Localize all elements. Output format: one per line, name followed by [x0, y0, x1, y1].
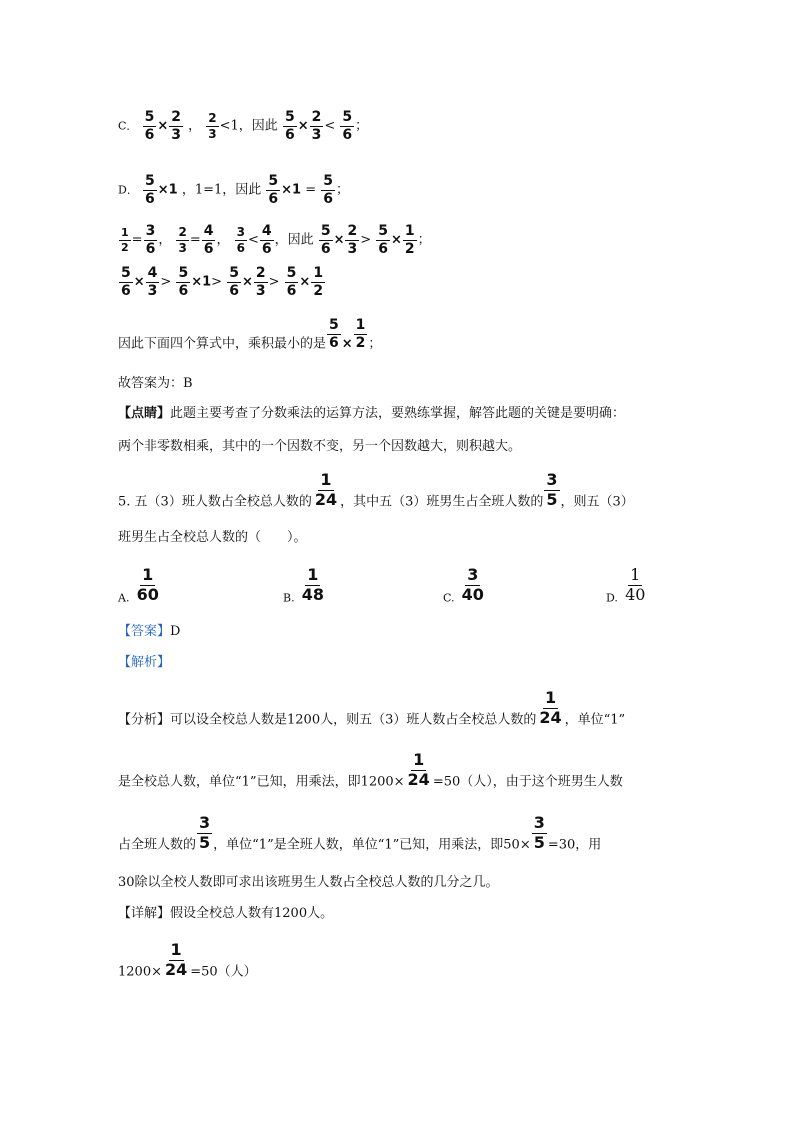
fraction: $\frac{2}{3}$ — [255, 265, 266, 299]
fraction: $\frac{5}{6}$ — [284, 109, 295, 143]
fraction: $\frac{1}{2}$ — [355, 317, 366, 351]
fraction: $\frac{2}{3}$ — [311, 109, 322, 143]
fraction: $\frac{5}{6}$ — [329, 317, 339, 351]
option-b[interactable]: B. $\frac{1}{48}$ — [283, 565, 324, 605]
fraction: $\frac{1}{2}$ — [121, 226, 129, 254]
analysis-line-3: 占全班人数的 $\frac{3}{5}$ ，单位“1”是全班人数，单位“1”已知，用乘法，即50× $\frac{3}{5}$ =30，用 — [118, 813, 602, 853]
fraction: $\frac{3}{5}$ — [546, 470, 558, 509]
fraction: $\frac{3}{6}$ — [236, 225, 245, 255]
fraction: $\frac{5}{6}$ — [286, 265, 297, 299]
fraction: $\frac{3}{6}$ — [145, 223, 156, 257]
detail-line-2: 1200× $\frac{1}{24}$ =50（人） — [118, 940, 257, 980]
fraction: $\frac{1}{2}$ — [313, 265, 324, 299]
fraction: $\frac{3}{5}$ — [533, 813, 545, 852]
fraction: $\frac{4}{3}$ — [147, 265, 158, 299]
fraction: $\frac{3}{40}$ — [461, 565, 484, 604]
fraction: $\frac{2}{3}$ — [347, 223, 358, 257]
fraction: $\frac{5}{6}$ — [268, 173, 279, 207]
tip-line-1: 【点睛】此题主要考查了分数乘法的运算方法，要熟练掌握，解答此题的关键是要明确： — [118, 406, 626, 421]
option-d-line: D． $\frac{5}{6}$ ×1 ，1=1，因此 $\frac{5}{6}$ ×1 = $\frac{5}{6}$ ； — [118, 173, 350, 207]
fraction: $\frac{5}{6}$ — [144, 173, 155, 207]
option-c-label: C． — [118, 119, 138, 133]
answer-is-line: 故答案为：B — [118, 376, 193, 391]
fraction: $\frac{5}{6}$ — [320, 223, 331, 257]
question-number: 5. — [118, 494, 131, 510]
option-c[interactable]: C. $\frac{3}{40}$ — [443, 565, 484, 605]
answer-line — [118, 625, 180, 638]
question-5-line-1: 5. 五（3）班人数占全校总人数的 $\frac{1}{24}$ ，其中五（3）班男生占全班人数的 $\frac{3}{5}$ ，则五（3） — [118, 470, 634, 510]
conclusion-line: 因此下面四个算式中，乘积最小的是 $\frac{5}{6}$ × $\frac{1}{2}$ ； — [118, 317, 382, 352]
analysis-line-1: 【分析】可以设全校总人数是1200人，则五（3）班人数占全校总人数的 $\frac{1}{24}$ ，单位“1” — [118, 688, 626, 728]
answer-tag: 【答案】 — [118, 624, 171, 639]
fraction: $\frac{1}{24}$ — [407, 750, 430, 789]
detail-tag: 【详解】 — [118, 906, 171, 921]
answer-value: D — [170, 624, 181, 639]
question-5-line-2: 班男生占全校总人数的（ ）。 — [118, 530, 307, 545]
analysis-sub-tag: 【分析】 — [118, 712, 171, 728]
fraction: $\frac{3}{5}$ — [199, 813, 211, 852]
fraction: $\frac{5}{6}$ — [342, 109, 353, 143]
fraction: $\frac{5}{6}$ — [378, 223, 389, 257]
tip-line-2: 两个非零数相乘，其中的一个因数不变，另一个因数越大，则积越大。 — [118, 439, 522, 454]
tip-tag: 【点睛】 — [118, 406, 171, 421]
analysis-line-2: 是全校总人数，单位“1”已知，用乘法，即1200× $\frac{1}{24}$ =50（人），由于这个班男生人数 — [118, 750, 623, 790]
comparison-line-2: $\frac{5}{6}$ × $\frac{4}{3}$ > $\frac{5}{6}$ ×1> $\frac{5}{6}$ × $\frac{2}{3}$ > $\frac{5}{6}$ × $\frac{1}{2}$ — [121, 265, 324, 299]
fraction: $\frac{1}{24}$ — [314, 470, 338, 509]
fraction: $\frac{1}{24}$ — [539, 688, 562, 727]
option-d-label: D． — [118, 183, 138, 197]
fraction: $\frac{5}{6}$ — [121, 265, 131, 299]
fraction: $\frac{1}{60}$ — [136, 565, 159, 604]
fraction: $\frac{1}{24}$ — [164, 940, 188, 979]
fraction: $\frac{5}{6}$ — [178, 265, 189, 299]
analysis-line-4: 30除以全校人数即可求出该班男生人数占全校总人数的几分之几。 — [118, 875, 499, 890]
comparison-line-1: $\frac{1}{2}$ = $\frac{3}{6}$ ， $\frac{2}{3}$ = $\frac{4}{6}$ ， $\frac{3}{6}$ < $\frac{4}{6}$ ，因此 $\frac{5}{6}$ × $\frac{2}{3}$ > $\frac{5}{6}$ × $\frac{1}{2}$ ； — [121, 223, 431, 257]
fraction: $\frac{2}{3}$ — [178, 225, 187, 255]
fraction: $\frac{4}{6}$ — [203, 223, 214, 257]
option-c-line: C． $\frac{5}{6}$ × $\frac{2}{3}$ ， $\frac{2}{3}$ <1，因此 $\frac{5}{6}$ × $\frac{2}{3}$ < $\frac{5}{6}$ ； — [118, 109, 369, 143]
fraction: $\frac{1}{2}$ — [404, 223, 415, 257]
fraction: $\frac{1}{40}$ — [625, 565, 646, 604]
detail-line-1: 【详解】假设全校总人数有1200人。 — [118, 906, 334, 921]
option-d[interactable]: D. $\frac{1}{40}$ — [606, 565, 646, 605]
fraction: $\frac{4}{6}$ — [261, 223, 272, 257]
fraction: $\frac{5}{6}$ — [229, 265, 239, 299]
fraction: $\frac{2}{3}$ — [208, 111, 217, 141]
fraction: $\frac{2}{3}$ — [171, 109, 181, 143]
fraction: $\frac{5}{6}$ — [323, 173, 334, 207]
analysis-tag: 【解析】 — [118, 655, 171, 670]
fraction: $\frac{1}{48}$ — [301, 565, 324, 604]
fraction: $\frac{5}{6}$ — [144, 109, 155, 143]
option-a[interactable]: A. $\frac{1}{60}$ — [118, 565, 159, 605]
